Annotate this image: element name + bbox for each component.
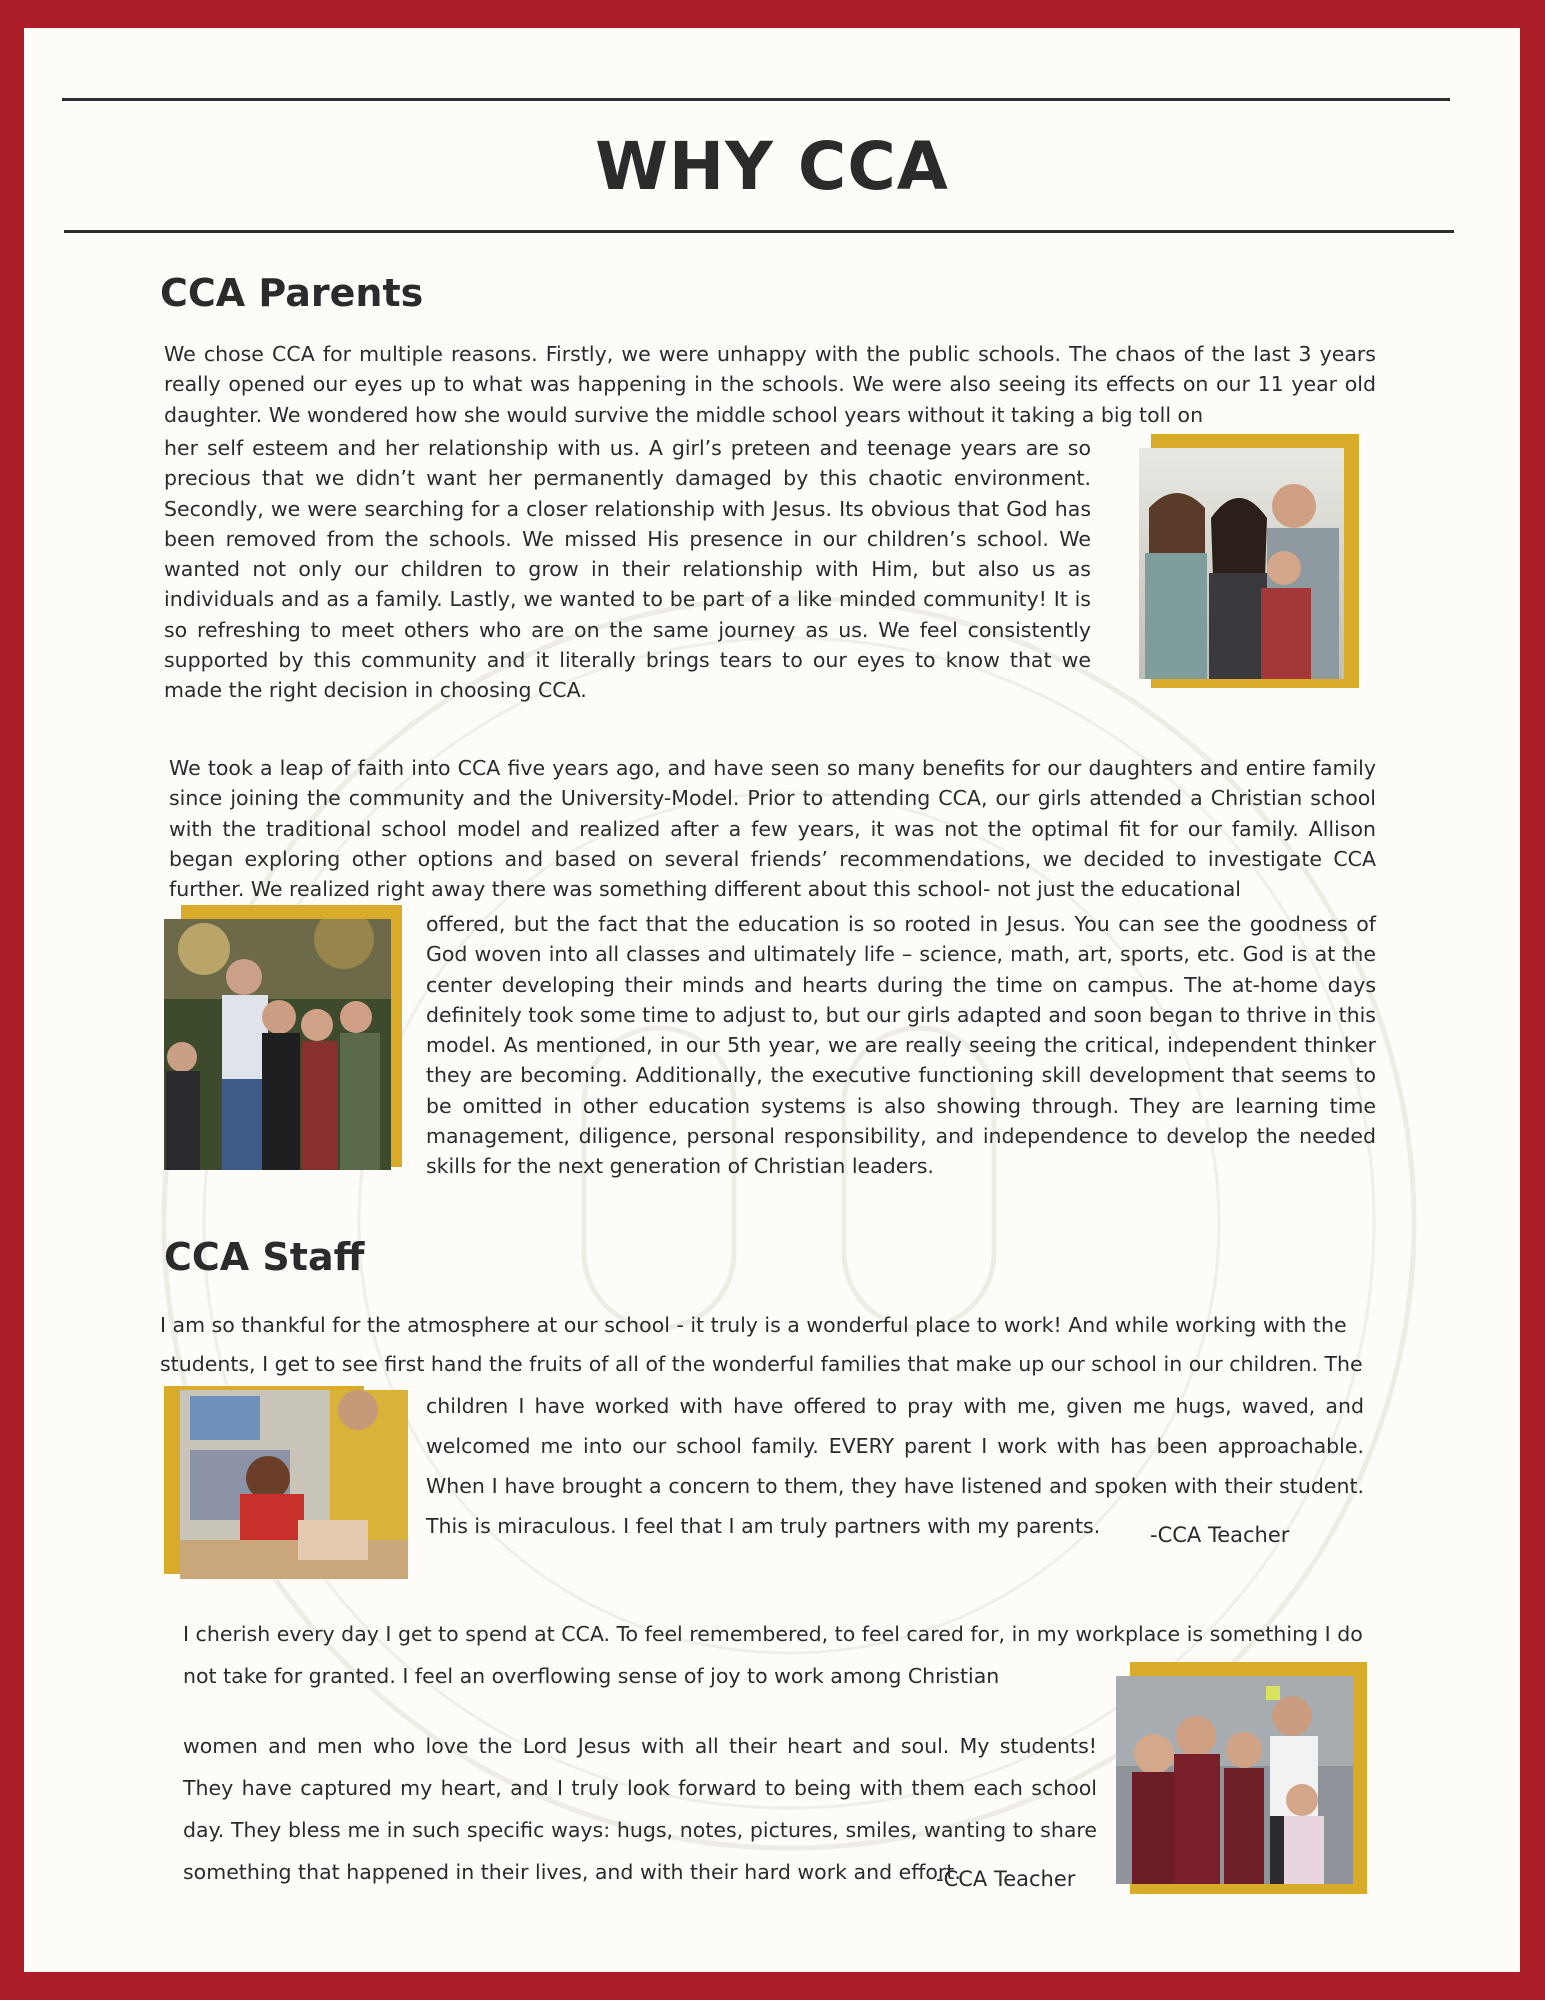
staff-testimonial-1-full (160, 1306, 1376, 1384)
parent-testimonial-2-wrap (426, 909, 1376, 1182)
parent-testimonial-2-text-a: We took a leap of faith into CCA five years ago, and have seen so many benefits for our daughters and entire family since joining the community and the University-Model. Prior to attending CCA, our girls attended a Christian school with the traditional school model and realized after a few years, it was not the optimal fit for our family. Allison began exploring other options and based on several friends’ recommendations, we decided to investigate CCA further. We realized right away there was something different about this school- not just the educational (169, 756, 1376, 902)
page-title: WHY CCA (595, 128, 949, 205)
top-rule (62, 98, 1450, 101)
parent-1-photo (1139, 434, 1371, 688)
family-photo (164, 919, 391, 1170)
bottom-rule (64, 230, 1454, 233)
staff-heading: CCA Staff (164, 1235, 365, 1279)
staff-2-signature: -CCA Teacher (936, 1867, 1076, 1891)
classroom-photo (180, 1390, 408, 1579)
parent-2-photo (164, 905, 404, 1170)
family-photo (1139, 448, 1344, 679)
parent-testimonial-1-text-b: her self esteem and her relationship with us. A girl’s preteen and teenage years are so precious that we didn’t want her permanently damaged by this chaotic environment. Secondly, we were searching for a closer relationship with Jesus. Its obvious that God has been removed from the schools. We missed His presence in our children’s school. We wanted not only our children to grow in their relationship with Him, but also us as individuals and as a family. Lastly, we wanted to be part of a like minded community! It is so refreshing to meet others who are on the same journey as us. We feel consistently supported by this community and it literally brings tears to our eyes to know that we made the right decision in choosing CCA. (164, 436, 1091, 703)
parent-testimonial-1-full (164, 339, 1376, 430)
parent-testimonial-1-wrap (164, 433, 1091, 706)
students-photo (1116, 1676, 1353, 1884)
parents-heading: CCA Parents (160, 271, 424, 315)
parent-testimonial-1-text-a: We chose CCA for multiple reasons. Firstly, we were unhappy with the public schools. The chaos of the last 3 years really opened our eyes up to what was happening in the schools. We were also seeing its effects on our 11 year old daughter. We wondered how she would survive the middle school years without it taking a big toll on (164, 342, 1376, 427)
parent-testimonial-2-text-b: offered, but the fact that the education is so rooted in Jesus. You can see the goodness of God woven into all classes and ultimately life – science, math, art, sports, etc. God is at the center developing their minds and hearts during the time on campus. The at-home days definitely took some time to adjust to, but our girls adapted and soon began to thrive in this model. As mentioned, in our 5th year, we are really seeing the critical, independent thinker they are becoming. Additionally, the executive functioning skill development that seems to be omitted in other education systems is also showing through. They are learning time management, diligence, personal responsibility, and independence to develop the needed skills for the next generation of Christian leaders. (426, 912, 1376, 1179)
staff-testimonial-2-text-b: women and men who love the Lord Jesus with all their heart and soul. My students! They have captured my heart, and I truly look forward to being with them each school day. They bless me in such specific ways: hugs, notes, pictures, smiles, wanting to share something that happened in their lives, and with their hard work and effort. (183, 1734, 1097, 1884)
staff-1-photo (164, 1386, 409, 1579)
staff-2-photo (1116, 1662, 1367, 1896)
staff-testimonial-1-wrap (426, 1386, 1364, 1546)
parent-testimonial-2-full (169, 753, 1376, 904)
page (24, 28, 1520, 1972)
staff-testimonial-1-text-a: I am so thankful for the atmosphere at our school - it truly is a wonderful place to work! And while working with the students, I get to see first hand the fruits of all of the wonderful families that make up our school in our children. The (160, 1313, 1363, 1376)
staff-testimonial-2-text-a: I cherish every day I get to spend at CCA. To feel remembered, to feel cared for, in my workplace is something I do not take for granted. I feel an overflowing sense of joy to work among Christian (183, 1622, 1363, 1688)
staff-1-signature: -CCA Teacher (1150, 1523, 1290, 1547)
staff-testimonial-1-text-b: children I have worked with have offered to pray with me, given me hugs, waved, and welcomed me into our school family. EVERY parent I work with has been approachable. When I have brought a concern to them, they have listened and spoken with their student. This is miraculous. I feel that I am truly partners with my parents. (426, 1394, 1364, 1538)
